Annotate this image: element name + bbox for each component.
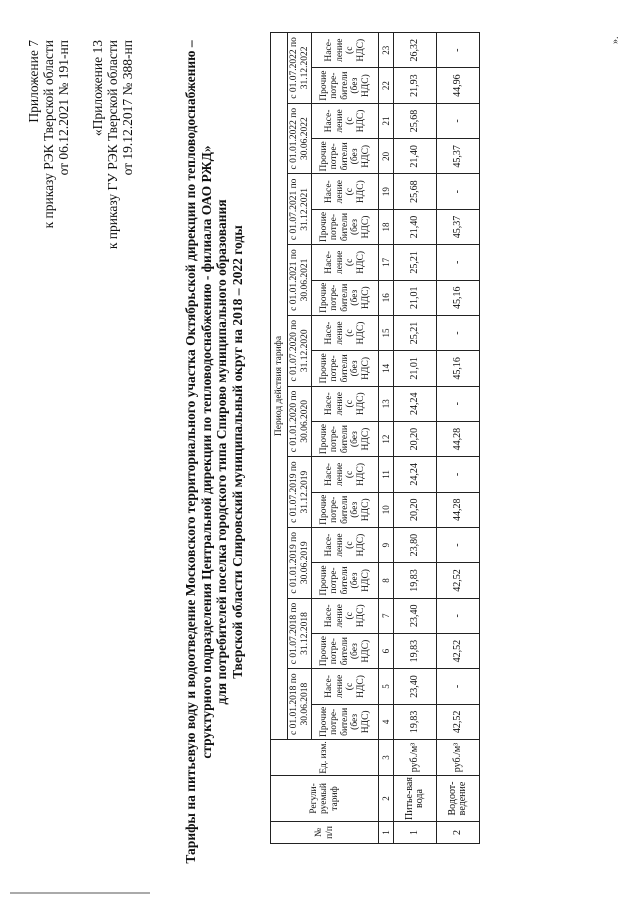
row-unit: руб./м³ — [437, 740, 480, 776]
tariff-value: - — [437, 527, 480, 562]
period-header: Период действия тарифа — [271, 33, 288, 740]
tariff-table — [270, 32, 480, 844]
period-cell: с 01.01.2019 по 30.06.2019 — [288, 527, 312, 598]
period-cell: с 01.01.2021 по 30.06.2021 — [288, 245, 312, 316]
row-tariff-name: Водоот-ведение — [437, 776, 480, 822]
tariff-value: 45,37 — [437, 209, 480, 244]
tariff-value: 19,83 — [394, 704, 437, 739]
population-header: Насе-ление (с НДС) — [312, 103, 379, 138]
period-cell: с 01.07.2018 по 31.12.2018 — [288, 598, 312, 669]
period-cell: с 01.01.2018 по 30.06.2018 — [288, 669, 312, 740]
consumer-type-row — [312, 33, 379, 844]
row-unit: руб./м³ — [394, 740, 437, 776]
tariff-value: 45,37 — [437, 139, 480, 174]
column-number: 7 — [379, 598, 394, 633]
population-header: Насе-ление (с НДС) — [312, 174, 379, 209]
tariff-value: 19,83 — [394, 633, 437, 668]
tariff-table-wrapper — [270, 32, 480, 844]
period-row — [288, 33, 312, 844]
population-header: Насе-ление (с НДС) — [312, 527, 379, 562]
period-cell: с 01.01.2020 по 30.06.2020 — [288, 386, 312, 457]
tariff-value: 25,21 — [394, 245, 437, 280]
other-consumers-header: Прочие потре-бители (без НДС) — [312, 280, 379, 315]
title-line: Тарифы на питьевую воду и водоотведение Московского территориального участка Октябрьской дирекции по тепловодоснабжению – — [183, 40, 198, 864]
column-number: 9 — [379, 527, 394, 562]
tariff-value: 21,40 — [394, 209, 437, 244]
column-number: 22 — [379, 68, 394, 103]
column-number: 11 — [379, 457, 394, 492]
population-header: Насе-ление (с НДС) — [312, 457, 379, 492]
population-header: Насе-ление (с НДС) — [312, 598, 379, 633]
tariff-value: 21,01 — [394, 351, 437, 386]
other-consumers-header: Прочие потре-бители (без НДС) — [312, 704, 379, 739]
column-number-row — [379, 33, 394, 844]
column-number: 17 — [379, 245, 394, 280]
tariff-value: - — [437, 598, 480, 633]
table-row-wastewater — [437, 33, 480, 844]
tariff-value: 21,40 — [394, 139, 437, 174]
appendix-13-line: к приказу ГУ РЭК Тверской области — [105, 40, 120, 250]
other-consumers-header: Прочие потре-бители (без НДС) — [312, 563, 379, 598]
table-row-drinking-water — [394, 33, 437, 844]
tariff-value: 42,52 — [437, 633, 480, 668]
column-number: 5 — [379, 669, 394, 704]
header-row — [271, 33, 288, 844]
column-number: 18 — [379, 209, 394, 244]
other-consumers-header: Прочие потре-бители (без НДС) — [312, 633, 379, 668]
column-number: 15 — [379, 315, 394, 350]
other-consumers-header: Прочие потре-бители (без НДС) — [312, 351, 379, 386]
column-number: 14 — [379, 351, 394, 386]
column-number: 12 — [379, 421, 394, 456]
col-unit-header: Ед. изм. — [271, 740, 379, 776]
appendix-7-reference — [26, 40, 71, 228]
other-consumers-header: Прочие потре-бители (без НДС) — [312, 209, 379, 244]
column-number: 19 — [379, 174, 394, 209]
tariff-value: 25,21 — [394, 315, 437, 350]
column-number: 10 — [379, 492, 394, 527]
tariff-value: 24,24 — [394, 386, 437, 421]
tariff-value: 45,16 — [437, 280, 480, 315]
column-number: 1 — [379, 822, 394, 844]
column-number: 13 — [379, 386, 394, 421]
tariff-value: 23,80 — [394, 527, 437, 562]
closing-quote: ». — [610, 36, 621, 44]
appendix-7-line: Приложение 7 — [26, 40, 41, 123]
tariff-value: 25,68 — [394, 103, 437, 138]
tariff-value: 42,52 — [437, 704, 480, 739]
appendix-7-line: к приказу РЭК Тверской области — [41, 40, 56, 229]
period-cell: с 01.07.2021 по 31.12.2021 — [288, 174, 312, 245]
appendix-13-reference — [90, 40, 135, 249]
title-line: для потребителей поселка городского типа Спирово муниципального образования — [214, 199, 229, 705]
tariff-value: 20,20 — [394, 492, 437, 527]
tariff-value: 23,40 — [394, 669, 437, 704]
title-line: структурного подразделения Центральной дирекции по тепловодоснабжению - филиала ОАО РЖД» — [198, 145, 214, 759]
appendix-13-line: «Приложение 13 — [90, 40, 105, 137]
row-number: 2 — [437, 822, 480, 844]
tariff-value: 19,83 — [394, 563, 437, 598]
tariff-value: 44,28 — [437, 421, 480, 456]
tariff-value: 26,32 — [394, 33, 437, 68]
tariff-value: 45,16 — [437, 351, 480, 386]
tariff-value: 21,93 — [394, 68, 437, 103]
period-cell: с 01.01.2022 по 30.06.2022 — [288, 103, 312, 174]
tariff-value: 24,24 — [394, 457, 437, 492]
column-number: 2 — [379, 776, 394, 822]
tariff-value: - — [437, 315, 480, 350]
appendix-7-line: от 06.12.2021 № 191-нп — [56, 40, 71, 176]
tariff-value: 42,52 — [437, 563, 480, 598]
title-line: Тверской области Спировский муниципальный округ на 2018 – 2022 годы — [229, 225, 245, 679]
tariff-value: 25,68 — [394, 174, 437, 209]
column-number: 21 — [379, 103, 394, 138]
row-tariff-name: Питье-вая вода — [394, 776, 437, 822]
population-header: Насе-ление (с НДС) — [312, 386, 379, 421]
tariff-value: - — [437, 33, 480, 68]
column-number: 6 — [379, 633, 394, 668]
period-cell: с 01.07.2022 по 31.12.2022 — [288, 33, 312, 104]
tariff-value: 21,01 — [394, 280, 437, 315]
tariff-value: - — [437, 669, 480, 704]
other-consumers-header: Прочие потре-бители (без НДС) — [312, 421, 379, 456]
tariff-value: - — [437, 103, 480, 138]
population-header: Насе-ление (с НДС) — [312, 669, 379, 704]
population-header: Насе-ление (с НДС) — [312, 33, 379, 68]
period-cell: с 01.07.2019 по 31.12.2019 — [288, 457, 312, 528]
document-title — [183, 40, 245, 864]
col-no-header: № п/п — [271, 822, 379, 844]
other-consumers-header: Прочие потре-бители (без НДС) — [312, 492, 379, 527]
other-consumers-header: Прочие потре-бители (без НДС) — [312, 68, 379, 103]
population-header: Насе-ление (с НДС) — [312, 245, 379, 280]
appendix-13-line: от 19.12.2017 № 388-нп — [120, 40, 135, 176]
col-tariff-header: Регули-руемый тариф — [271, 776, 379, 822]
tariff-value: - — [437, 386, 480, 421]
column-number: 16 — [379, 280, 394, 315]
tariff-value: 20,20 — [394, 421, 437, 456]
column-number: 23 — [379, 33, 394, 68]
tariff-value: - — [437, 174, 480, 209]
period-cell: с 01.07.2020 по 31.12.2020 — [288, 315, 312, 386]
column-number: 4 — [379, 704, 394, 739]
row-number: 1 — [394, 822, 437, 844]
population-header: Насе-ление (с НДС) — [312, 315, 379, 350]
tariff-value: 44,28 — [437, 492, 480, 527]
tariff-value: 44,96 — [437, 68, 480, 103]
other-consumers-header: Прочие потре-бители (без НДС) — [312, 139, 379, 174]
tariff-value: 23,40 — [394, 598, 437, 633]
tariff-value: - — [437, 457, 480, 492]
column-number: 3 — [379, 740, 394, 776]
column-number: 20 — [379, 139, 394, 174]
tariff-value: - — [437, 245, 480, 280]
column-number: 8 — [379, 563, 394, 598]
